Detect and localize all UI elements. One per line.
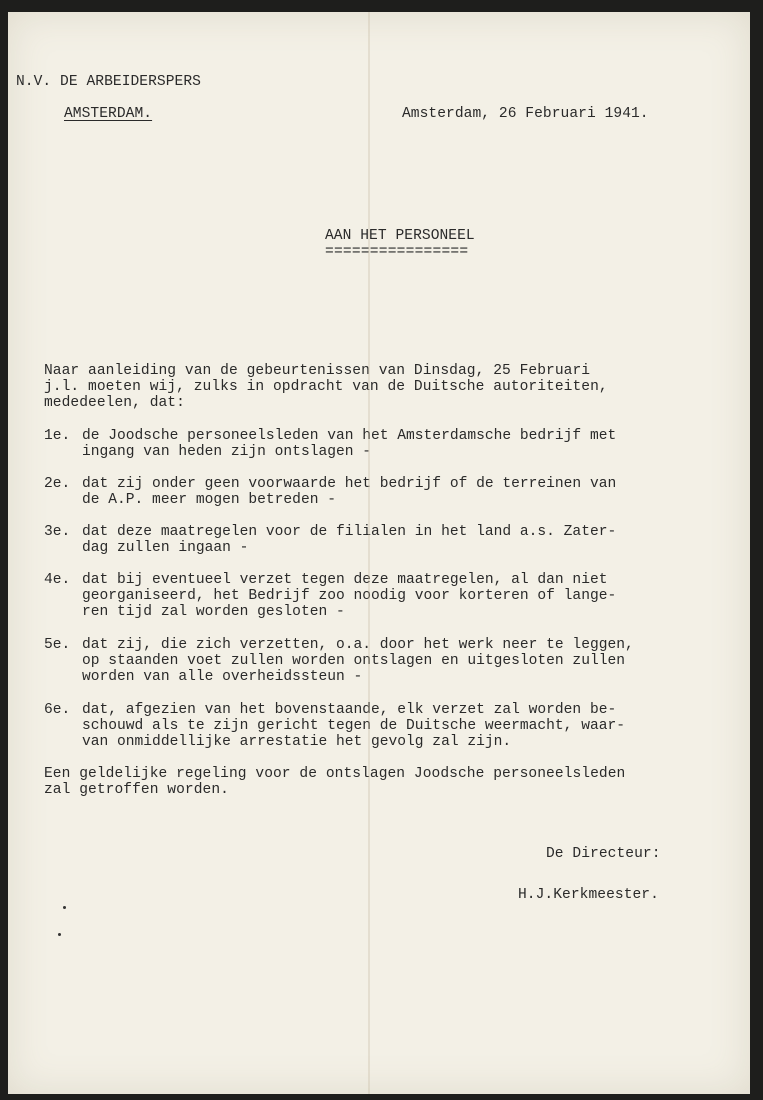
closing-line: Een geldelijke regeling voor de ontslagen Joodsche personeelsleden [44, 766, 626, 782]
item-number: 5e. [44, 637, 71, 653]
item-line: ren tijd zal worden gesloten - [82, 604, 345, 620]
intro-line: Naar aanleiding van de gebeurtenissen van Dinsdag, 25 Februari [44, 363, 591, 379]
item-line: georganiseerd, het Bedrijf zoo noodig voor korteren of lange- [82, 588, 617, 604]
item-line: ingang van heden zijn ontslagen - [82, 444, 372, 460]
item-line: schouwd als te zijn gericht tegen de Duitsche weermacht, waar- [82, 718, 625, 734]
company-city: AMSTERDAM. [64, 106, 153, 122]
item-line: dat, afgezien van het bovenstaande, elk verzet zal worden be- [82, 702, 617, 718]
ink-speck [58, 933, 61, 936]
item-line: dag zullen ingaan - [82, 540, 249, 556]
item-number: 2e. [44, 476, 71, 492]
item-number: 6e. [44, 702, 71, 718]
item-line: de A.P. meer mogen betreden - [82, 492, 336, 508]
ink-speck [63, 906, 66, 909]
item-line: de Joodsche personeelsleden van het Amsterdamsche bedrijf met [82, 428, 617, 444]
title-rule: ================ [325, 244, 469, 260]
item-line: dat zij onder geen voorwaarde het bedrijf of de terreinen van [82, 476, 617, 492]
closing-line: zal getroffen worden. [44, 782, 229, 798]
signature-role: De Directeur: [546, 846, 661, 862]
item-number: 4e. [44, 572, 71, 588]
item-number: 1e. [44, 428, 71, 444]
item-line: dat zij, die zich verzetten, o.a. door het werk neer te leggen, [82, 637, 634, 653]
signature-name: H.J.Kerkmeester. [518, 887, 659, 903]
item-number: 3e. [44, 524, 71, 540]
item-line: van onmiddellijke arrestatie het gevolg zal zijn. [82, 734, 512, 750]
item-line: op staanden voet zullen worden ontslagen en uitgesloten zullen [82, 653, 625, 669]
item-line: dat deze maatregelen voor de filialen in het land a.s. Zater- [82, 524, 617, 540]
intro-line: j.l. moeten wij, zulks in opdracht van de Duitsche autoriteiten, [44, 379, 608, 395]
letter-date: Amsterdam, 26 Februari 1941. [402, 106, 649, 122]
company-name: N.V. DE ARBEIDERSPERS [16, 74, 201, 90]
document-sheet [8, 12, 750, 1094]
item-line: dat bij eventueel verzet tegen deze maatregelen, al dan niet [82, 572, 608, 588]
intro-line: mededeelen, dat: [44, 395, 185, 411]
item-line: worden van alle overheidssteun - [82, 669, 363, 685]
page-title: AAN HET PERSONEEL [325, 228, 475, 244]
